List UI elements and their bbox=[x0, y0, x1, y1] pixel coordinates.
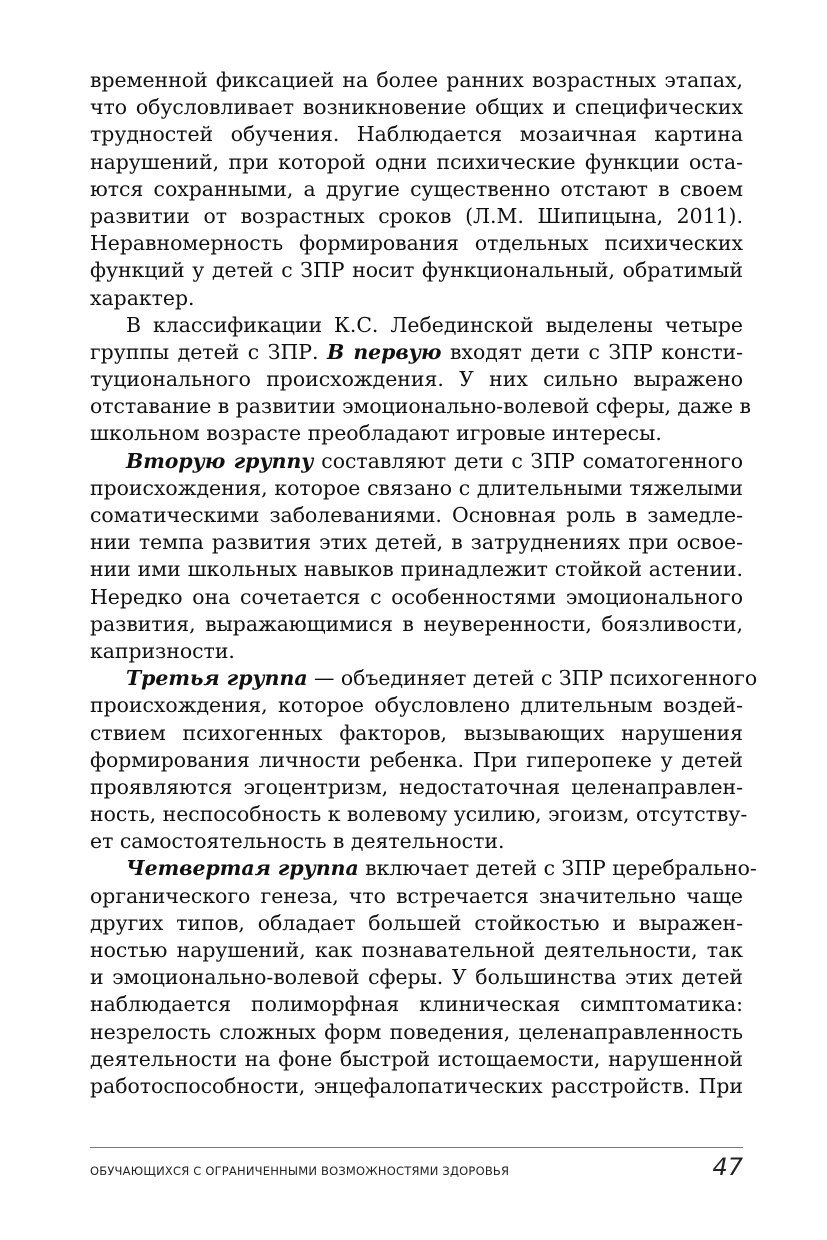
text-line: отставание в развитии эмоционально-волевой сферы, даже в bbox=[90, 394, 751, 419]
emphasis-third-group: Третья группа bbox=[126, 666, 308, 691]
text-run: составляют дети с ЗПР соматогенного bbox=[313, 448, 744, 473]
paragraph-3 bbox=[90, 448, 743, 666]
text-line: Неравномерность формирования отдельных психических bbox=[90, 231, 743, 256]
emphasis-first-group: В первую bbox=[326, 339, 442, 364]
paragraph-5 bbox=[90, 855, 757, 1100]
text-run: включает детей с ЗПР церебрально- bbox=[358, 856, 757, 881]
text-line bbox=[90, 855, 757, 882]
text-line: происхождения, которое связано с длительными тяжелыми bbox=[90, 475, 743, 500]
text-run: входят дети с ЗПР консти- bbox=[441, 339, 743, 364]
text-line: происхождения, которое обусловлено длительным воздей- bbox=[90, 693, 743, 718]
text-line: органического генеза, что встречается значительно чаще bbox=[90, 883, 743, 908]
text-line: В классификации К.С. Лебединской выделены четыре bbox=[126, 312, 743, 337]
text-line: развития, выражающимися в неуверенности, боязливости, bbox=[90, 611, 743, 636]
text-line: наблюдается полиморфная клиническая симптоматика: bbox=[90, 992, 743, 1017]
text-line: характер. bbox=[90, 285, 195, 310]
text-line bbox=[90, 339, 743, 366]
text-line: ет самостоятельность в деятельности. bbox=[90, 829, 505, 854]
text-line: нии ими школьных навыков принадлежит стойкой астении. bbox=[90, 557, 743, 582]
text-line: проявляются эгоцентризм, недостаточная целенаправлен- bbox=[90, 774, 743, 799]
text-line: капризности. bbox=[90, 638, 235, 663]
paragraph-2 bbox=[90, 312, 751, 448]
text-line: ностью нарушений, как познавательной деятельности, так bbox=[90, 938, 743, 962]
text-line: временной фиксацией на более ранних возрастных этапах, bbox=[90, 68, 743, 92]
text-line: нии темпа развития этих детей, в затруднениях при освое- bbox=[90, 530, 743, 555]
text-run: группы детей с ЗПР. bbox=[90, 339, 327, 364]
text-line: соматическими заболеваниями. Основная роль в замедле- bbox=[90, 503, 743, 527]
running-footer-title: ОБУЧАЮЩИХСЯ С ОГРАНИЧЕННЫМИ ВОЗМОЖНОСТЯМИ ЗДОРОВЬЯ bbox=[90, 1164, 510, 1178]
page-number: 47 bbox=[712, 1153, 743, 1181]
text-line: и эмоционально-волевой сферы. У большинства этих детей bbox=[90, 965, 743, 990]
text-line: школьном возрасте преобладают игровые интересы. bbox=[90, 421, 662, 446]
text-line: что обусловливает возникновение общих и специфических bbox=[90, 95, 743, 120]
footer-divider bbox=[90, 1147, 743, 1148]
text-line: функций у детей с ЗПР носит функциональный, обратимый bbox=[90, 258, 743, 283]
text-line: других типов, обладает большей стойкостью и выражен- bbox=[90, 910, 743, 935]
paragraph-1 bbox=[90, 67, 743, 312]
emphasis-second-group: Вторую группу bbox=[126, 448, 314, 473]
text-line: ность, неспособность к волевому усилию, эгоизм, отсутству- bbox=[90, 802, 748, 827]
text-line: ются сохранными, а другие существенно отстают в своем bbox=[90, 176, 743, 201]
text-line: развитии от возрастных сроков (Л.М. Шипицына, 2011). bbox=[90, 203, 743, 228]
paragraph-4 bbox=[90, 665, 758, 855]
text-line bbox=[90, 665, 758, 692]
text-line: незрелость сложных форм поведения, целенаправленность bbox=[90, 1019, 743, 1044]
text-line: формирования личности ребенка. При гиперопеке у детей bbox=[90, 747, 743, 772]
text-line: трудностей обучения. Наблюдается мозаичная картина bbox=[90, 122, 743, 147]
text-line: туционального происхождения. У них сильно выражено bbox=[90, 367, 743, 392]
text-run: — объединяет детей с ЗПР психогенного bbox=[307, 666, 758, 691]
text-line bbox=[90, 448, 743, 475]
text-line: работоспособности, энцефалопатических расстройств. При bbox=[90, 1073, 743, 1098]
text-line: нарушений, при которой одни психические функции оста- bbox=[90, 149, 743, 174]
text-line: Нередко она сочетается с особенностями эмоционального bbox=[90, 584, 743, 609]
text-line: деятельности на фоне быстрой истощаемости, нарушенной bbox=[90, 1046, 743, 1071]
text-line: ствием психогенных факторов, вызывающих нарушения bbox=[90, 720, 743, 745]
emphasis-fourth-group: Четвертая группа bbox=[126, 856, 359, 881]
page-body bbox=[90, 67, 758, 1100]
